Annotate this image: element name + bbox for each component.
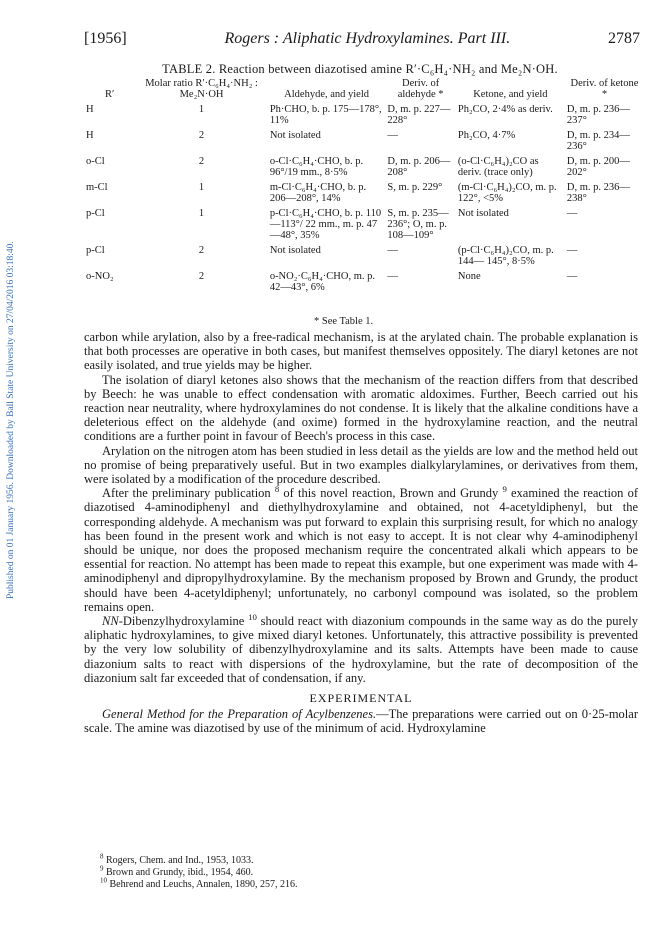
paragraph: Arylation on the nitrogen atom has been studied in less detail as the yields are low and the method held out no promise of being preparatively useful. But in two examples dialkylarylamines, or derivatives from them, were isolated by a modification of the procedure described. xyxy=(84,443,638,487)
cell-ketone: (p-Cl·C₆H₄)₂CO, m. p. 144— 145°, 8·5% xyxy=(457,245,554,267)
table-footnote: * See Table 1. xyxy=(314,316,374,327)
cell-r: H xyxy=(86,130,94,141)
cell-ratio: 2 xyxy=(198,245,205,256)
ref-number: 9 xyxy=(100,864,104,873)
ref-text: Brown and Grundy, ibid., 1954, 460. xyxy=(106,867,254,878)
table-header-row xyxy=(84,78,644,102)
cell-ketone-deriv: D, m. p. 200— 202° xyxy=(566,156,630,178)
cell-ketone: (m-Cl·C₆H₄)₂CO, m. p. 122°, <5% xyxy=(457,182,557,204)
download-notice: Published on 01 January 1956. Downloaded by Ball State University on 27/04/2016 03:18:40. xyxy=(6,241,16,599)
header-r: R′ xyxy=(104,89,115,100)
text-run: —The preparations were carried out on 0·25-molar scale. The amine was diazotised by use of the minimum of acid. Hydroxylamine xyxy=(84,707,638,736)
cell-ratio: 2 xyxy=(198,271,205,282)
header-ketone-deriv: Deriv. of ketone * xyxy=(570,78,639,100)
cell-ketone: Ph₂CO, 2·4% as deriv. xyxy=(457,104,553,115)
results-table xyxy=(84,78,644,295)
cell-ketone: (o-Cl·C₆H₄)₂CO as deriv. (trace only) xyxy=(457,156,539,178)
cell-ratio: 2 xyxy=(198,130,205,141)
cell-aldehyde: m-Cl·C₆H₄·CHO, b. p. 206—208°, 14% xyxy=(269,182,367,204)
citation-ref: 9 xyxy=(502,484,507,495)
reference-item xyxy=(100,876,298,891)
ref-number: 10 xyxy=(100,876,107,885)
header-ketone: Ketone, and yield xyxy=(473,89,548,100)
paragraph: carbon while arylation, also by a free-radical mechanism, is at the arylated chain. The probable explanation is that both processes are operative in both cases, but manifest themselves oppositely. The diaryl ketones are not easily isolated, and true yields may be higher. xyxy=(84,330,638,373)
cell-ketone-deriv: D, m. p. 236— 237° xyxy=(566,104,630,126)
cell-r: p-Cl xyxy=(86,245,105,256)
cell-ratio: 2 xyxy=(198,156,205,167)
cell-ketone: Not isolated xyxy=(457,208,509,219)
reference-item xyxy=(100,864,298,879)
cell-r: o-NO₂ xyxy=(86,271,114,282)
ref-text: Rogers, Chem. and Ind., 1953, 1033. xyxy=(106,855,254,866)
cell-aldehyde-deriv: — xyxy=(387,130,398,141)
header-aldehyde-deriv: Deriv. of aldehyde * xyxy=(397,78,444,100)
cell-ratio: 1 xyxy=(198,182,205,193)
table-row xyxy=(84,269,644,295)
cell-ketone-deriv: D, m. p. 234— 236° xyxy=(566,130,630,152)
table-row xyxy=(84,102,644,128)
page-header xyxy=(84,30,640,54)
reference-item xyxy=(100,852,298,867)
cell-r: o-Cl xyxy=(86,156,105,167)
cell-ketone: None xyxy=(457,271,481,282)
text-run: -Dibenzylhydroxylamine xyxy=(118,614,249,629)
cell-aldehyde: o-Cl·C₆H₄·CHO, b. p. 96°/19 mm., 8·5% xyxy=(269,156,364,178)
paragraph xyxy=(84,486,638,614)
cell-aldehyde: Not isolated xyxy=(269,245,321,256)
citation-ref: 10 xyxy=(248,611,257,622)
ref-number: 8 xyxy=(100,852,104,861)
cell-aldehyde-deriv: S, m. p. 235— 236°; O, m. p. 108—109° xyxy=(387,208,449,241)
cell-ketone-deriv: D, m. p. 236— 238° xyxy=(566,182,630,204)
ref-text: Behrend and Leuchs, Annalen, 1890, 257, 216. xyxy=(109,879,298,890)
table-row xyxy=(84,206,644,243)
cell-ketone-deriv: — xyxy=(566,271,578,282)
cell-aldehyde-deriv: D, m. p. 206— 208° xyxy=(387,156,451,178)
article-body xyxy=(84,330,638,736)
text-run: of this novel reaction, Brown and Grundy xyxy=(279,486,503,501)
table-row xyxy=(84,128,644,154)
cell-r: m-Cl xyxy=(86,182,108,193)
cell-r: H xyxy=(86,104,94,115)
cell-aldehyde: Not isolated xyxy=(269,130,321,141)
table-row xyxy=(84,154,644,180)
cell-r: p-Cl xyxy=(86,208,105,219)
cell-aldehyde-deriv: — xyxy=(387,271,398,282)
table-row xyxy=(84,243,644,269)
text-run: NN xyxy=(102,614,119,629)
paragraph: The isolation of diaryl ketones also shows that the mechanism of the reaction differs from that described by Beech: he was unable to effect condensation with aromatic aldoximes. Further, Beech carried out his reaction near neutrality, where hydroxylamines do not condense. It is likely that the alkaline conditions have a deleterious effect on the aldehyde (and oxime) formed in the hydroxylamine reaction, and the neutral conditions are a further point in favour of Beech's process in this case. xyxy=(84,372,638,444)
cell-aldehyde: p-Cl·C₆H₄·CHO, b. p. 110—113°/ 22 mm., m. p. 47—48°, 35% xyxy=(269,208,382,241)
table-row xyxy=(84,180,644,206)
table-caption: TABLE 2. Reaction between diazotised amine R′·C₆H₄·NH₂ and Me₂N·OH. xyxy=(162,62,558,76)
section-heading: EXPERIMENTAL xyxy=(309,691,413,706)
cell-aldehyde-deriv: S, m. p. 229° xyxy=(387,182,443,193)
citation-ref: 8 xyxy=(274,484,280,495)
header-aldehyde: Aldehyde, and yield xyxy=(284,89,370,100)
text-run: examined the reaction of diazotised 4-aminodiphenyl and diethylhydroxylamine and obtained, not 4-acetyldiphenyl, but the corresponding aldehyde. A mechanism was put forward to explain this surprising result, for which no analogy has been found in the present work and which is not easy to accept. It is not clear why 4-aminodiphenyl should be unique, nor does the proposed mechanism require the concentrated alkali which appears to be essential for reaction. No attempt has been made to repeat this example, but one experiment was made with 4-aminodiphenyl and dipropylhydroxylamine. By the mechanism proposed by Brown and Grundy, the product should have been 4-acetyldiphenyl; unfortunately, no carbonyl compound was isolated, so the problem remains open. xyxy=(84,486,638,614)
paragraph xyxy=(84,611,638,685)
paragraph xyxy=(84,707,638,735)
running-title: Rogers : Aliphatic Hydroxylamines. Part III. xyxy=(224,30,511,47)
subsection-heading: General Method for the Preparation of Acylbenzenes. xyxy=(102,707,377,722)
cell-ketone-deriv: — xyxy=(566,245,578,256)
cell-ketone: Ph₂CO, 4·7% xyxy=(457,130,516,141)
header-molar-ratio: Molar ratio R′·C₆H₄·NH₂ : Me₂N·OH xyxy=(145,78,258,100)
text-run: After the preliminary publication xyxy=(102,486,275,501)
cell-aldehyde-deriv: D, m. p. 227— 228° xyxy=(387,104,451,126)
journal-year: [1956] xyxy=(84,30,127,47)
cell-aldehyde: o-NO₂·C₆H₄·CHO, m. p. 42—43°, 6% xyxy=(269,271,375,293)
cell-aldehyde: Ph·CHO, b. p. 175—178°, 11% xyxy=(269,104,382,126)
reference-list xyxy=(100,852,298,891)
cell-aldehyde-deriv: — xyxy=(387,245,398,256)
cell-ratio: 1 xyxy=(198,104,205,115)
cell-ratio: 1 xyxy=(198,208,205,219)
page-number: 2787 xyxy=(608,30,640,47)
text-run: should react with diazonium compounds in the same way as do the purely aliphatic hydroxylamines, to give mixed diaryl ketones. Unfortunately, this attractive possibility is prevented by the very low solubility of dibenzylhydroxylamine and its salts. Attempts have been made to cause diazonium salts to react with dispersions of the hydroxylamine, but the rate of decomposition of the diazonium salt far exceeded that of condensation, if any. xyxy=(84,614,638,685)
cell-ketone-deriv: — xyxy=(566,208,578,219)
